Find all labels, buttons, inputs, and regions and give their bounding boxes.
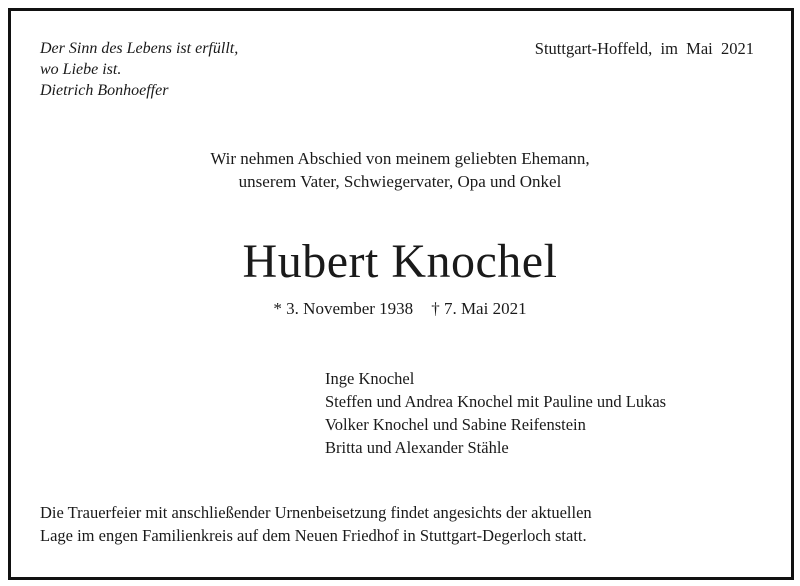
quote-line-1: Der Sinn des Lebens ist erfüllt, bbox=[40, 40, 239, 57]
quote-author: Dietrich Bonhoeffer bbox=[40, 82, 169, 99]
death-date: † 7. Mai 2021 bbox=[431, 299, 527, 318]
intro-line-2: unserem Vater, Schwiegervater, Opa und Onkel bbox=[238, 172, 562, 191]
intro-text bbox=[0, 147, 800, 193]
deceased-name: Hubert Knochel bbox=[242, 235, 558, 288]
notice-line-2: Lage im engen Familienkreis auf dem Neuen Friedhof in Stuttgart-Degerloch statt. bbox=[40, 526, 587, 545]
place-and-date: Stuttgart-Hoffeld, im Mai 2021 bbox=[534, 39, 754, 58]
life-dates bbox=[0, 298, 800, 320]
funeral-notice bbox=[40, 501, 592, 547]
mourners-list bbox=[325, 367, 666, 459]
quote-block bbox=[40, 38, 238, 101]
mourner-line: Steffen und Andrea Knochel mit Pauline und Lukas bbox=[325, 392, 667, 411]
mourner-line: Inge Knochel bbox=[325, 369, 415, 388]
mourner-line: Volker Knochel und Sabine Reifenstein bbox=[325, 415, 586, 434]
birth-date: * 3. November 1938 bbox=[273, 299, 414, 318]
notice-line-1: Die Trauerfeier mit anschließender Urnenbeisetzung findet angesichts der aktuellen bbox=[40, 503, 592, 522]
intro-line-1: Wir nehmen Abschied von meinem geliebten Ehemann, bbox=[210, 149, 590, 168]
quote-line-2: wo Liebe ist. bbox=[40, 61, 122, 78]
mourner-line: Britta und Alexander Stähle bbox=[325, 438, 509, 457]
